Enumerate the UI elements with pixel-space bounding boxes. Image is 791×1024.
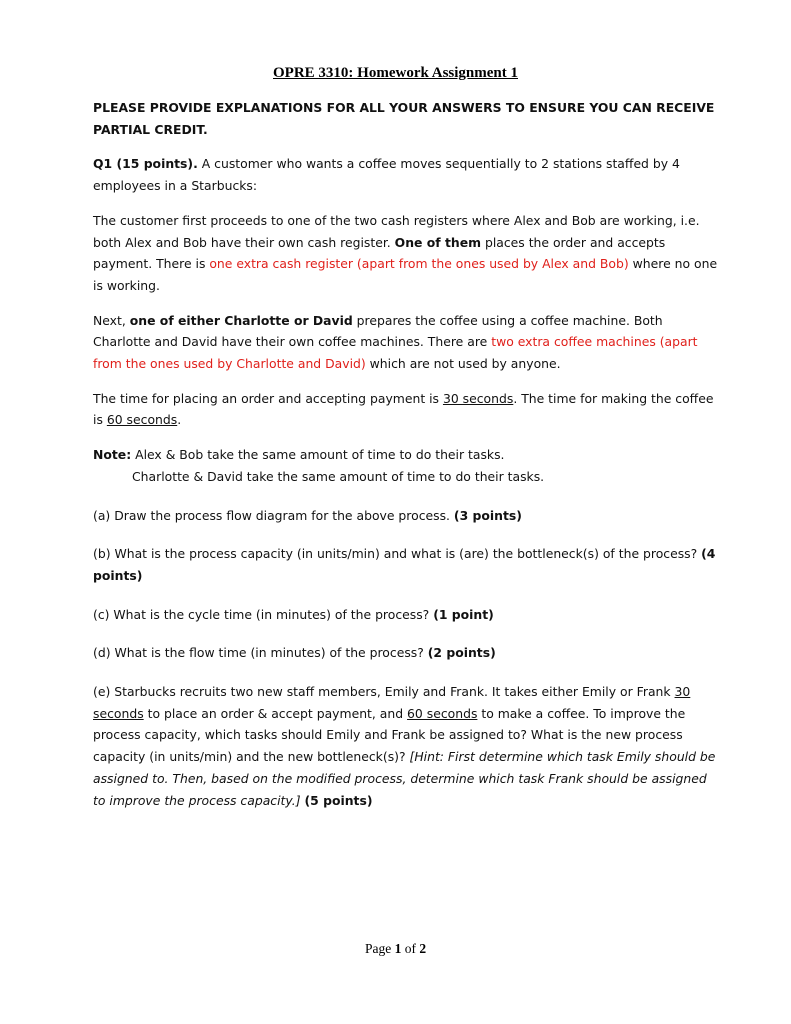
text-run: (e) Starbucks recruits two new staff members, Emily and Frank. It takes either Emily or Frank: [93, 684, 675, 700]
page-number: 1: [394, 941, 402, 956]
underline-run: 30 seconds: [93, 684, 691, 721]
underline-run: 30 seconds: [442, 390, 514, 406]
question-text: (c) What is the cycle time (in minutes) of the process?: [93, 606, 434, 622]
text-run: The customer first proceeds to one of the two cash registers where Alex and Bob are working, i.e. both Alex and Bob have their own cash register.: [93, 212, 700, 250]
text-run: which are not used by anyone.: [365, 356, 561, 372]
question-b: [93, 543, 718, 586]
question-points: (2 points): [427, 645, 496, 661]
question-points: (3 points): [453, 507, 522, 523]
question-e: [93, 681, 718, 811]
underline-run: 60 seconds: [407, 705, 478, 721]
text-run: Next,: [93, 312, 130, 328]
hint-text: [Hint: First determine which task Emily should be assigned to. Then, based on the modified process, determine which task Frank should be assigned to improve the process capacity.]: [93, 749, 716, 808]
question-c: [93, 604, 718, 626]
note-label: Note:: [93, 447, 132, 463]
q1-label: Q1 (15 points).: [93, 156, 198, 172]
q1-intro-text: A customer who wants a coffee moves sequentially to 2 stations staffed by 4 employees in a Starbucks:: [93, 156, 680, 194]
question-d: [93, 642, 718, 664]
footer-text: of: [401, 941, 420, 956]
question-points: (4 points): [93, 546, 716, 583]
text-run: .: [177, 412, 182, 428]
note-line: Charlotte & David take the same amount of time to do their tasks.: [132, 468, 545, 484]
question-text: (a) Draw the process flow diagram for the above process.: [93, 507, 454, 523]
q1-paragraph-times: [93, 388, 718, 431]
question-a: [93, 505, 718, 527]
bold-run: one of either Charlotte or David: [129, 312, 353, 328]
note: [93, 444, 718, 487]
question-points: (5 points): [304, 792, 373, 808]
text-run: where no one is working.: [93, 256, 718, 293]
text-run: to place an order & accept payment, and: [143, 705, 408, 721]
question-text: (d) What is the flow time (in minutes) of the process?: [93, 645, 428, 661]
page-footer: [0, 941, 791, 957]
instructions: PLEASE PROVIDE EXPLANATIONS FOR ALL YOUR ANSWERS TO ENSURE YOU CAN RECEIVE PARTIAL CREDIT.: [93, 100, 715, 137]
bold-run: One of them: [394, 234, 482, 250]
text-run: . The time for making the coffee is: [93, 390, 714, 428]
q1-paragraph-machines: [93, 310, 718, 375]
footer-text: Page: [364, 941, 395, 956]
question-text: (b) What is the process capacity (in units/min) and what is (are) the bottleneck(s) of the process?: [93, 546, 702, 562]
text-run: to make a coffee. To improve the process capacity, which tasks should Emily and Frank be assigned to? What is the new process capacity (in units/min) and the new bottleneck(s)?: [93, 705, 686, 765]
underline-run: 60 seconds: [106, 412, 178, 428]
highlight-run: two extra coffee machines (apart from the ones used by Charlotte and David): [93, 334, 698, 372]
q1-paragraph-registers: [93, 210, 718, 297]
text-run: prepares the coffee using a coffee machine. Both Charlotte and David have their own coffee machines. There are: [93, 312, 663, 350]
q1-intro: [93, 153, 718, 196]
page-title: OPRE 3310: Homework Assignment 1: [273, 65, 518, 81]
note-line: Alex & Bob take the same amount of time to do their tasks.: [131, 447, 505, 463]
highlight-run: one extra cash register (apart from the ones used by Alex and Bob): [209, 256, 629, 272]
document-body: [93, 97, 718, 824]
page-total: 2: [419, 941, 427, 956]
question-points: (1 point): [433, 606, 494, 622]
text-run: The time for placing an order and accepting payment is: [93, 390, 443, 406]
text-run: places the order and accepts payment. There is: [93, 234, 666, 272]
